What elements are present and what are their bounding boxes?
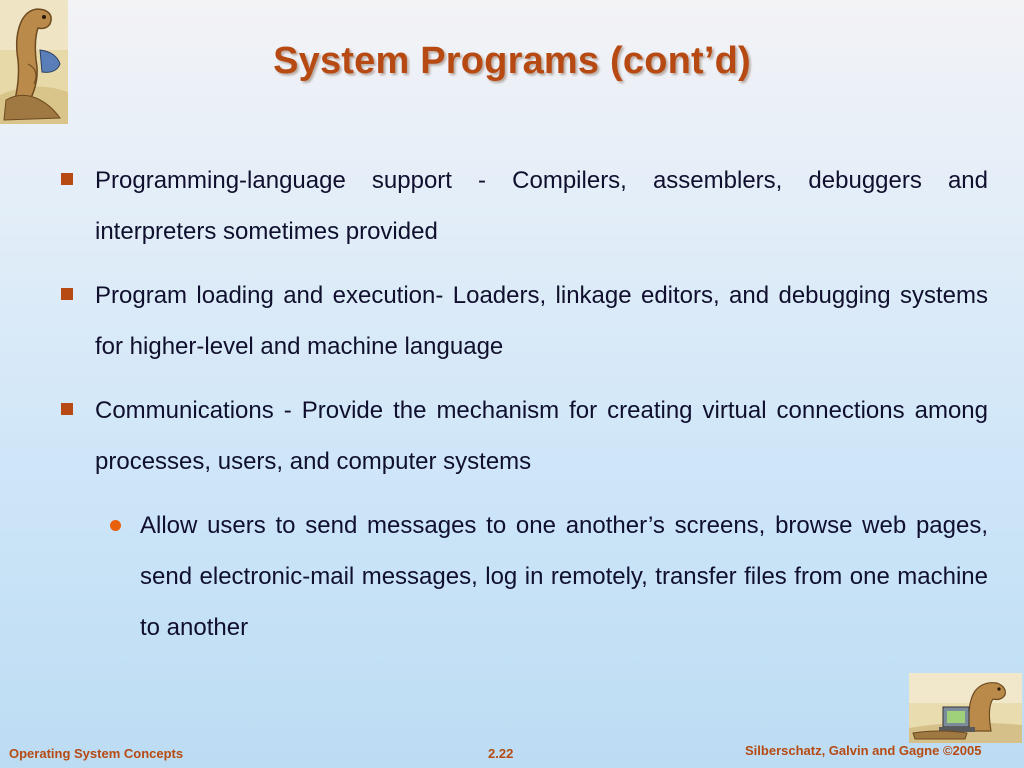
bullet-item — [58, 155, 988, 257]
sub-bullet-text: Allow users to send messages to one another’s screens, browse web pages, send electronic-mail messages, log in remotely, transfer files from one machine to another — [140, 512, 988, 641]
dinosaur-computer-icon — [909, 673, 1022, 743]
round-bullet-icon — [110, 520, 121, 531]
square-bullet-icon — [61, 288, 73, 300]
footer-course-title: Operating System Concepts — [9, 746, 184, 761]
slide-title: System Programs (cont’d) — [273, 40, 751, 82]
slide-content — [58, 155, 988, 653]
bullet-item — [58, 385, 988, 487]
bullet-item — [58, 270, 988, 372]
footer-page-number: 2.22 — [488, 746, 514, 761]
square-bullet-icon — [61, 403, 73, 415]
bullet-text: Programming-language support - Compilers, assemblers, debuggers and interpreters sometimes provided — [95, 167, 988, 245]
square-bullet-icon — [61, 173, 73, 185]
sub-bullet-item — [140, 500, 988, 653]
bullet-text: Communications - Provide the mechanism for creating virtual connections among processes, users, and computer systems — [95, 397, 988, 475]
bullet-text: Program loading and execution- Loaders, linkage editors, and debugging systems for higher-level and machine language — [95, 282, 988, 360]
footer-copyright: Silberschatz, Galvin and Gagne ©2005 — [745, 743, 982, 758]
